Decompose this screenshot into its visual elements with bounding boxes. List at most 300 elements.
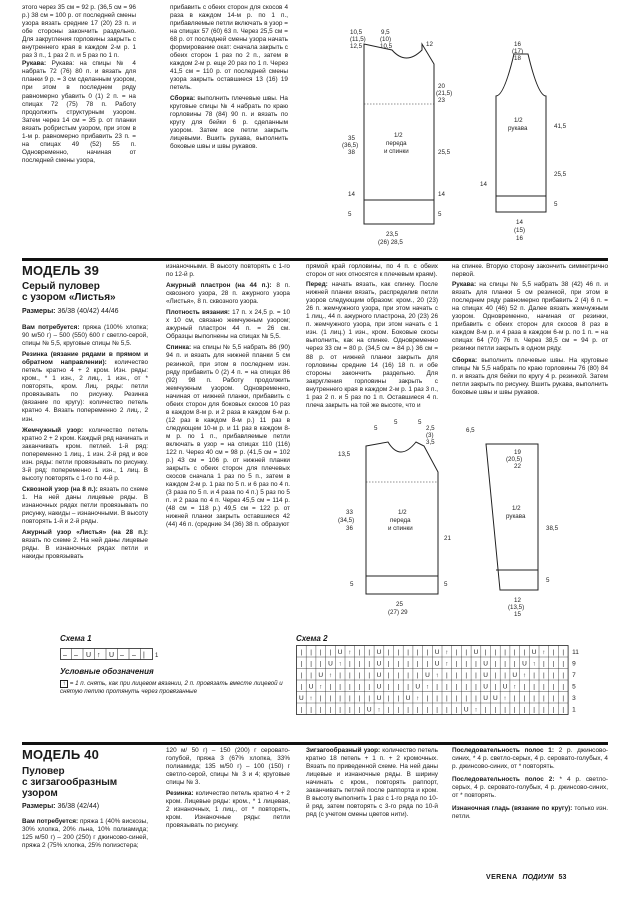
stitch-symbol: |	[339, 694, 342, 702]
stitch-symbol: |	[445, 671, 448, 679]
stitch-symbol: U	[492, 694, 498, 702]
stitch-symbol: |	[329, 694, 332, 702]
paragraph	[22, 529, 148, 561]
dim-label: 12	[426, 41, 433, 48]
paragraph	[452, 776, 608, 800]
stitch-symbol: |	[300, 683, 303, 691]
dim-label: (11,5)	[350, 36, 366, 43]
stitch-symbol: |	[426, 706, 429, 714]
stitch-symbol: |	[494, 671, 497, 679]
stitch-symbol: U	[337, 648, 343, 656]
dim-label: (21,5)	[436, 90, 453, 97]
stitch-symbol: |	[368, 660, 371, 668]
stitch-symbol: U	[425, 671, 430, 679]
stitch-symbol: |	[387, 660, 390, 668]
model39-col2-body	[166, 263, 290, 530]
subtitle-line: узором	[22, 788, 58, 799]
dim-label: (15)	[514, 227, 526, 234]
paragraph	[166, 282, 290, 306]
dim-label: 5	[418, 419, 422, 426]
stitch-symbol: |	[368, 648, 371, 656]
dim-label: 23,5	[386, 231, 399, 238]
legend-title: Условные обозначения	[60, 667, 154, 676]
stitch-symbol: U	[522, 660, 527, 668]
stitch-symbol: |	[465, 660, 468, 668]
stitch-symbol: U	[376, 660, 382, 668]
dim-label: 21	[444, 535, 451, 542]
stitch-symbol: |	[542, 683, 545, 691]
stitch-symbol: |	[416, 706, 419, 714]
model39-sizes	[22, 308, 119, 315]
row-number-label: 7	[572, 671, 576, 679]
model39-front-schematic	[334, 416, 464, 626]
paragraph: Рукава: Рукава: на спицы № 4 набрать 72 (76) 80 п. и вязать для планки 9 р. = 3 см сделанным узором, при этом в последнем ряду равномерно убавить 0 (1) 2 п. = на спицах 72 (75) 78 п. Работу продолжить структурным узором. Затем через 14 см = 35 р. от планки вязать робристым узором, при этом в 1-м р. равномерно прибавить 23 п. = на спицах 49 (52) 55 п. Одновременно, начиная от последней смены узора,	[22, 60, 136, 164]
dim-label: 14	[438, 191, 445, 198]
stitch-symbol: |	[407, 648, 409, 656]
paragraph-label: Спинка:	[166, 344, 192, 352]
model40-col3	[306, 747, 438, 819]
paragraph-label: Жемчужный узор:	[22, 426, 84, 434]
dim-label: 5	[348, 211, 352, 218]
model40-col1	[22, 818, 148, 850]
dim-label: 10,5	[380, 43, 393, 50]
model39-col4-body	[452, 281, 608, 397]
dim-label: 18	[514, 55, 521, 62]
stitch-symbol: |	[504, 671, 506, 679]
top-col2-text	[170, 4, 288, 151]
stitch-symbol: |	[436, 683, 439, 691]
stitch-symbol: |	[465, 683, 468, 691]
dim-label: 1/2	[514, 117, 523, 124]
stitch-symbol: |	[494, 660, 497, 668]
paragraph-label: Перед:	[306, 281, 328, 289]
dim-label: 36	[346, 525, 353, 532]
dim-label: 35	[348, 135, 355, 142]
paragraph-label: Ажурный узор «Листья» (на 28 п.):	[22, 529, 148, 537]
dim-label: 25	[396, 601, 403, 608]
stitch-symbol: |	[339, 683, 342, 691]
paragraph: прямой край горловины, по 4 п. с обеих сторон от них относятся к плечевым краям).	[306, 263, 438, 279]
paragraph-text: на спицы № 5,5 набрать 38 (42) 46 п. и вязать для планки 5 см резинкой, при этом в последнем ряду равномерно прибавить 2 (4) 6 п. = на спицах 40 (46) 52 п. Далее вязать жемчужным узором. Одновременно, начиная от резинки, прибавить с обеих сторон для скосов 8 раз в каждом 8-м р. и 4 раза в каждом 6-м р. по 1 п. = на спицах 64 (70) 76 п. Через 38,5 см = 94 р. от резинки петли закрыть в одном ряду.	[452, 281, 608, 353]
stitch-symbol: U	[366, 706, 372, 714]
stitch-symbol: U	[502, 683, 508, 691]
scheme2-chart	[296, 645, 592, 729]
sizes-value: 36/38 (40/42) 44/46	[55, 308, 119, 315]
stitch-symbol: |	[358, 671, 361, 679]
stitch-symbol: |	[416, 671, 419, 679]
model39-sleeve-schematic	[466, 420, 606, 626]
dim-label: 14	[348, 191, 355, 198]
stitch-symbol: |	[562, 706, 565, 714]
model40-col4	[452, 747, 608, 821]
paragraph	[166, 790, 290, 830]
stitch-symbol: ↑	[348, 648, 352, 656]
dim-label: 5	[438, 211, 442, 218]
subtitle-line: Серый пуловер	[22, 281, 100, 292]
stitch-symbol: |	[523, 694, 526, 702]
legend-item	[60, 680, 290, 696]
stitch-symbol: ↑	[474, 706, 478, 714]
stitch-symbol: |	[504, 648, 506, 656]
dim-label: 15	[514, 611, 521, 618]
stitch-symbol: |	[542, 694, 545, 702]
dim-label: 23	[438, 97, 445, 104]
stitch-symbol: |	[455, 660, 458, 668]
dim-label: (17)	[512, 48, 524, 55]
stitch-symbol: U	[318, 671, 324, 679]
paragraph-text: количество петель кратно 2 + 2 кром. Каждый ряд начинать и заканчивать кром. петлей. 1-й ряд: попеременно 1 лиц., 1 изн. 2-й ряд и все изн. ряды: петли провязывать по рисунку. 3-й ряд: попеременно 1 изн., 1 лиц. В высоту повторять с 1-го по 4-й р.	[22, 426, 148, 482]
sleeve-schematic	[476, 36, 596, 246]
dim-label: 1/2	[398, 509, 407, 516]
stitch-symbol: U	[483, 683, 489, 691]
stitch-symbol: |	[542, 660, 545, 668]
stitch-symbol: |	[339, 706, 342, 714]
sizes-label: Размеры:	[22, 803, 56, 810]
stitch-symbol: |	[533, 694, 536, 702]
front-back-schematic	[334, 24, 464, 250]
dim-label: (36,5)	[342, 142, 359, 149]
dim-label: рукава	[508, 125, 528, 132]
subtitle-line: Пуловер	[22, 766, 65, 777]
stitch-symbol: |	[504, 706, 506, 714]
dim-label: 13,5	[338, 451, 351, 458]
paragraph-text: выполнить плечевые швы. На круговые спицы № 5,5 набрать по краю горловины 76 (80) 84 п. и вязать для бейки по кругу 4 р. резинкой. Затем петли закрыть по рисунку. Вшить рукава, выполнить боковые швы и швы рукавов.	[452, 356, 608, 396]
stitch-symbol: U	[483, 671, 489, 679]
stitch-symbol: |	[455, 694, 458, 702]
dim-label: (13,5)	[508, 604, 525, 611]
paragraph: прибавить с обеих сторон для скосов 4 раза в каждом 14-м р. по 1 п., прибавляемые петли включать в узор = на спицах 57 (60) 63 п. Через 25,5 см = 68 р. от последней смены узора начать формирование окат: сначала закрыть с обеих сторон 1 раз по 2 п., затем в каждом 2-м р. еще 20 раз по 1 п. Через 41,5 см = 110 р. от последней смены узора закрыть оставшиеся 13 (16) 19 петель.	[170, 4, 288, 92]
stitch-symbol: |	[494, 683, 497, 691]
stitch-symbol: |	[475, 660, 477, 668]
dim-label: 2,5	[426, 425, 435, 432]
stitch-symbol: |	[552, 694, 555, 702]
stitch-symbol: |	[397, 694, 400, 702]
stitch-symbol: |	[542, 671, 545, 679]
paragraph	[166, 263, 290, 279]
paragraph-label: Изнаночная гладь (вязание по кругу):	[452, 805, 573, 813]
svg-text:1: 1	[155, 653, 159, 659]
page-number: 53	[558, 874, 567, 881]
row-number-label: 9	[572, 660, 576, 668]
stitch-symbol: ↑	[425, 683, 430, 691]
footer-brand: VERENA	[486, 874, 518, 881]
svg-text:|: |	[143, 652, 145, 659]
model40-sizes	[22, 803, 99, 810]
dim-label: 41,5	[554, 123, 567, 130]
stitch-symbol: |	[533, 683, 536, 691]
stitch-symbol: |	[300, 706, 303, 714]
stitch-symbol: |	[513, 706, 516, 714]
dim-label: (34,5)	[338, 517, 355, 524]
paragraph-text: количество петель кратно 18 петель + 1 п. + 2 кромочных. Вязать по приведенной схеме. На ней даны лицевые и изнаночные ряды. В ширину начинать с кром., повторять раппорт, заканчивать петлей после раппорта и кром. В высоту выполнить 1 раз с 1-го ряда по 10-й ряд, затем повторять с 3-го ряда по 10-й ряд (с учетом смены цветов нити).	[306, 747, 438, 819]
stitch-symbol: |	[552, 648, 555, 656]
dim-label: 5	[554, 201, 558, 208]
stitch-symbol: |	[562, 671, 565, 679]
paragraph-label: Сборка:	[452, 356, 478, 364]
paragraph-label: Резинка (вязание рядами в прямом и обратном направлении):	[22, 351, 148, 367]
stitch-symbol: |	[552, 660, 555, 668]
stitch-symbol: U	[328, 660, 333, 668]
stitch-symbol: U	[376, 671, 382, 679]
model40-subtitle	[22, 766, 117, 799]
stitch-symbol: |	[562, 694, 565, 702]
paragraph-text: 17 п. x 24,5 р. = 10 x 10 см, связано жемчужным узором; ажурный пластрон 44 п. = 26 см. Образцы выполнены на спицах № 5,5.	[166, 309, 290, 341]
dim-label: 16	[516, 235, 523, 242]
stitch-symbol: |	[445, 706, 448, 714]
stitch-symbol: |	[465, 694, 468, 702]
dim-label: 9,5	[381, 29, 390, 36]
stitch-symbol: |	[465, 648, 468, 656]
stitch-symbol: |	[416, 660, 419, 668]
paragraph-text: изнаночными. В высоту повторять с 1-го по 12-й р.	[166, 263, 290, 279]
stitch-symbol: ↑	[377, 706, 381, 714]
stitch-symbol: |	[387, 648, 390, 656]
svg-text:–: –	[120, 652, 124, 659]
stitch-symbol: ↑	[445, 660, 449, 668]
stitch-symbol: |	[552, 671, 555, 679]
paragraph-label: Резинка:	[166, 790, 194, 798]
stitch-symbol: |	[465, 671, 468, 679]
stitch-symbol: ↑	[309, 694, 313, 702]
row-number-label: 5	[572, 683, 576, 691]
stitch-symbol: |	[310, 671, 312, 679]
paragraph-text: количество петель кратно 4 + 2 кром. Лицевые ряды: кром., * 1 лицевая, 2 изнаночных, 1 лиц., от * повторять, кром. Изнаночные ряды: петли провязывать по рисунку.	[166, 790, 290, 830]
row-number-label: 3	[572, 694, 576, 702]
stitch-symbol: |	[300, 671, 303, 679]
stitch-symbol: |	[319, 648, 322, 656]
model39-col1	[22, 324, 148, 561]
dim-label: (20,5)	[506, 456, 523, 463]
model40-title: МОДЕЛЬ 40	[22, 747, 100, 762]
stitch-symbol: |	[310, 660, 312, 668]
stitch-symbol: ↑	[435, 671, 439, 679]
paragraph	[22, 818, 148, 850]
paragraph	[22, 486, 148, 526]
stitch-symbol: U	[473, 648, 479, 656]
paragraph-text: 2 р. джинсово-синих, * 4 р. светло-серых, 4 р. серовато-голубых, 4 р. джинсово-синих, от * повторять.	[452, 747, 608, 771]
dim-label: 5	[350, 581, 354, 588]
paragraph	[22, 351, 148, 423]
stitch-symbol: |	[513, 660, 516, 668]
stitch-symbol: |	[552, 683, 555, 691]
assembly-label: Сборка:	[170, 94, 196, 102]
model39-subtitle	[22, 281, 116, 303]
stitch-symbol: |	[397, 648, 400, 656]
stitch-symbol: |	[310, 706, 312, 714]
svg-text:–: –	[63, 652, 67, 659]
stitch-symbol: |	[358, 660, 361, 668]
model39-col3-body	[306, 281, 438, 410]
dim-label: 38,5	[546, 525, 559, 532]
dim-label: 25,5	[438, 149, 451, 156]
legend-text: = 1 п. снять, как при лицевом вязании, 2 п. провязать вместе лицевой и снятую петлю протянуть через провязанные	[60, 680, 283, 695]
dim-label: и спинки	[388, 525, 413, 532]
stitch-symbol: |	[397, 660, 400, 668]
stitch-symbol: U	[531, 648, 537, 656]
dim-label: 5	[374, 425, 378, 432]
paragraph	[22, 324, 148, 348]
paragraph	[452, 281, 608, 353]
stitch-symbol: |	[329, 706, 332, 714]
stitch-symbol: |	[455, 683, 458, 691]
stitch-symbol: |	[397, 671, 400, 679]
paragraph	[306, 747, 438, 819]
stitch-symbol: |	[513, 648, 516, 656]
stitch-symbol: |	[358, 706, 361, 714]
stitch-symbol: |	[455, 671, 458, 679]
scheme2-title: Схема 2	[296, 634, 328, 643]
footer	[486, 874, 566, 881]
paragraph	[166, 747, 290, 787]
stitch-symbol: |	[407, 706, 409, 714]
stitch-symbol: |	[542, 706, 545, 714]
paragraph-text: пряжа 1 (40% вискозы, 30% хлопка, 20% льна, 10% полиамида; 125 м/50 г) – 200 (250) г джинсово-синей, пряжа 2 (75% хлопка, 25% полиэстера;	[22, 818, 148, 850]
stitch-symbol: |	[416, 648, 419, 656]
stitch-symbol: |	[455, 648, 458, 656]
stitch-symbol: |	[387, 694, 390, 702]
stitch-symbol: ↑	[503, 694, 507, 702]
stitch-symbol: U	[434, 648, 440, 656]
stitch-symbol: |	[348, 660, 351, 668]
paragraph-text: вязать по схеме 2. На ней даны лицевые ряды. В изнаночных рядах петли и накиды провязывать	[22, 537, 148, 561]
stitch-symbol: |	[358, 694, 361, 702]
paragraph-label: Вам потребуется:	[22, 324, 80, 331]
dim-label: (10)	[380, 36, 392, 43]
dim-label: 12	[514, 597, 521, 604]
scheme1-chart	[60, 648, 160, 662]
dim-label: 10,5	[350, 29, 363, 36]
stitch-symbol: |	[310, 648, 312, 656]
dim-label: 38	[348, 149, 355, 156]
stitch-symbol: |	[319, 660, 322, 668]
stitch-symbol: |	[436, 706, 439, 714]
dim-label: 25,5	[554, 171, 567, 178]
paragraph-label: Зигзагообразный узор:	[306, 747, 381, 754]
svg-text:–: –	[132, 652, 136, 659]
dim-label: и спинки	[384, 148, 409, 155]
stitch-symbol: |	[387, 671, 390, 679]
stitch-symbol: |	[475, 671, 477, 679]
dim-label: переда	[386, 140, 407, 147]
sizes-value: 36/38 (42/44)	[55, 803, 100, 810]
dim-label: рукава	[506, 513, 526, 520]
dim-label: 1/2	[394, 132, 403, 139]
stitch-symbol: |	[445, 694, 448, 702]
stitch-symbol: |	[300, 660, 303, 668]
paragraph	[452, 805, 608, 821]
paragraph-text: пряжа (100% хлопка; 90 м/50 г) – 500 (550) 600 г светло-серой, спицы № 5,5, круговые спицы № 5,5.	[22, 324, 148, 348]
stitch-symbol: |	[494, 648, 497, 656]
stitch-symbol: |	[533, 671, 536, 679]
dim-label: 14	[516, 219, 523, 226]
paragraph-text: 8 п. сквозного узора, 28 п. ажурного узора «Листья», 8 п. сквозного узора.	[166, 282, 290, 306]
paragraph-label: Сквозной узор (на 8 п.):	[22, 485, 98, 493]
stitch-symbol: U	[376, 694, 382, 702]
dim-label: 3,5	[426, 439, 435, 446]
dim-label: 14	[480, 181, 487, 188]
dim-label: 12,5	[350, 43, 363, 50]
footer-magazine: ПОДИУМ	[522, 874, 554, 881]
paragraph-text: вязать по схеме 1. На ней даны лицевые ряды. В изнаночных рядах петли провязывать по рисунку, накиды – изнаночными. В высоту повторять 1-й и 2-й ряды.	[22, 485, 149, 526]
dim-label: (3)	[426, 432, 434, 439]
stitch-symbol: |	[387, 706, 390, 714]
stitch-symbol: ↑	[532, 660, 536, 668]
section-divider	[22, 742, 608, 745]
stitch-symbol: |	[523, 706, 526, 714]
scheme1-title: Схема 1	[60, 634, 92, 643]
model39-title: МОДЕЛЬ 39	[22, 263, 100, 278]
stitch-symbol: U	[376, 683, 382, 691]
paragraph-label: Плотность вязания:	[166, 309, 230, 317]
stitch-symbol: |	[368, 683, 371, 691]
stitch-symbol: |	[426, 648, 429, 656]
stitch-symbol: |	[397, 683, 400, 691]
stitch-symbol: |	[562, 648, 565, 656]
row-number-label: 11	[572, 648, 579, 656]
stitch-symbol: |	[300, 648, 303, 656]
stitch-symbol: |	[358, 648, 361, 656]
stitch-symbol: ↑	[542, 648, 546, 656]
stitch-symbol: |	[329, 648, 332, 656]
dim-label: (26) 28,5	[378, 239, 403, 246]
paragraph	[22, 427, 148, 483]
stitch-symbol: ↑	[416, 694, 420, 702]
assembly-text: выполнить плечевые швы. На круговые спицы № 4 набрать по краю горловины 78 (84) 90 п. и вязать по кругу для бейки 6 р. сделанным узором. Затем все петли закрыть лицевыми. Вшить рукава, выполнить боковые швы и швы рукавов.	[170, 94, 288, 150]
stitch-symbol: U	[512, 671, 518, 679]
stitch-symbol: ↑	[513, 683, 517, 691]
svg-text:U: U	[86, 652, 92, 659]
stitch-symbol: |	[387, 683, 390, 691]
model39-col4	[452, 263, 608, 397]
stitch-symbol: |	[504, 660, 506, 668]
dim-label: 33	[346, 509, 353, 516]
stitch-symbol: |	[484, 706, 487, 714]
svg-text:U: U	[109, 652, 115, 659]
decrease-symbol-icon: ↑	[60, 680, 68, 688]
paragraph: на спинке. Вторую сторону закончить симметрично первой.	[452, 263, 608, 279]
stitch-symbol: U	[308, 683, 314, 691]
dim-label: переда	[390, 517, 411, 524]
paragraph	[166, 344, 290, 529]
stitch-symbol: |	[552, 706, 555, 714]
dim-label: 20	[438, 83, 445, 90]
subtitle-line: с зигзагообразным	[22, 777, 118, 788]
stitch-symbol: |	[329, 683, 332, 691]
row-number-label: 1	[572, 706, 576, 714]
paragraph	[170, 95, 288, 151]
paragraph-label: Вам потребуется:	[22, 818, 79, 825]
sizes-label: Размеры:	[22, 308, 56, 315]
paragraph-text: количество петель кратно 4 + 2 кром. Изн. ряды: кром., * 1 изн., 2 лиц., 1 изн., от * повторять, кром. Лиц. ряды: петли провязывать по рисунку. Резинка (вязание по кругу): количество петель кратно 4. Вязать попеременно 2 лиц., 2 изн.	[22, 359, 148, 423]
stitch-symbol: |	[407, 660, 409, 668]
top-col1-text	[22, 4, 136, 165]
paragraph-text: на спицы № 5,5 набрать 86 (90) 94 п. и вязать для нижней планки 5 см резинкой, при этом в последнем изн. ряду прибавить 0 (2) 4 п. = на спицах 86 (92) 98 п. Работу продолжить жемчужным узором. Одновременно, начиная от нижней планки, прибавить с обеих сторон для боковых скосов 10 раз в каждом 8-м р. и 2 раза в каждом 6-м р. (12 раз в каждом 8-м р.) 11 раз в следующем 10-м р. и 11 раз в каждом 8-м р. по 1 п., прибавляемые петли включать в узор = на спицах 110 (116) 122 п. Через 40 см = 98 р. (41,5 см = 102 р.) 43 см = 106 р. от нижней планки закрыть с обеих сторон для плечевых скосов сначала 1 раз по 5 п., затем в каждом 2-м р. 1 раз по 5 п. и 6 раз по 4 п. (3 раза по 5 п. и 4 раза по 4 п.) 5 раз по 5 п. и 2 раза по 4 п. Через 45,5 см = 114 р. (48 см = 118 р.) 49,5 см = 122 р. от нижней планки закрыть оставшиеся 42 (44) 46 п. (средние 34 (36) 38 п. образуют	[166, 344, 290, 529]
model40-col2	[166, 747, 290, 830]
dim-label: (27) 29	[388, 609, 408, 616]
stitch-symbol: |	[348, 671, 351, 679]
model39-col2	[166, 263, 290, 530]
stitch-symbol: |	[348, 706, 351, 714]
stitch-symbol: U	[463, 706, 469, 714]
stitch-symbol: |	[484, 648, 487, 656]
dim-label: 6,5	[466, 427, 475, 434]
stitch-symbol: ↑	[445, 648, 449, 656]
subtitle-line: с узором «Листья»	[22, 292, 116, 303]
stitch-symbol: |	[319, 694, 322, 702]
stitch-symbol: |	[533, 706, 536, 714]
stitch-symbol: U	[405, 694, 411, 702]
stitch-symbol: |	[436, 694, 439, 702]
